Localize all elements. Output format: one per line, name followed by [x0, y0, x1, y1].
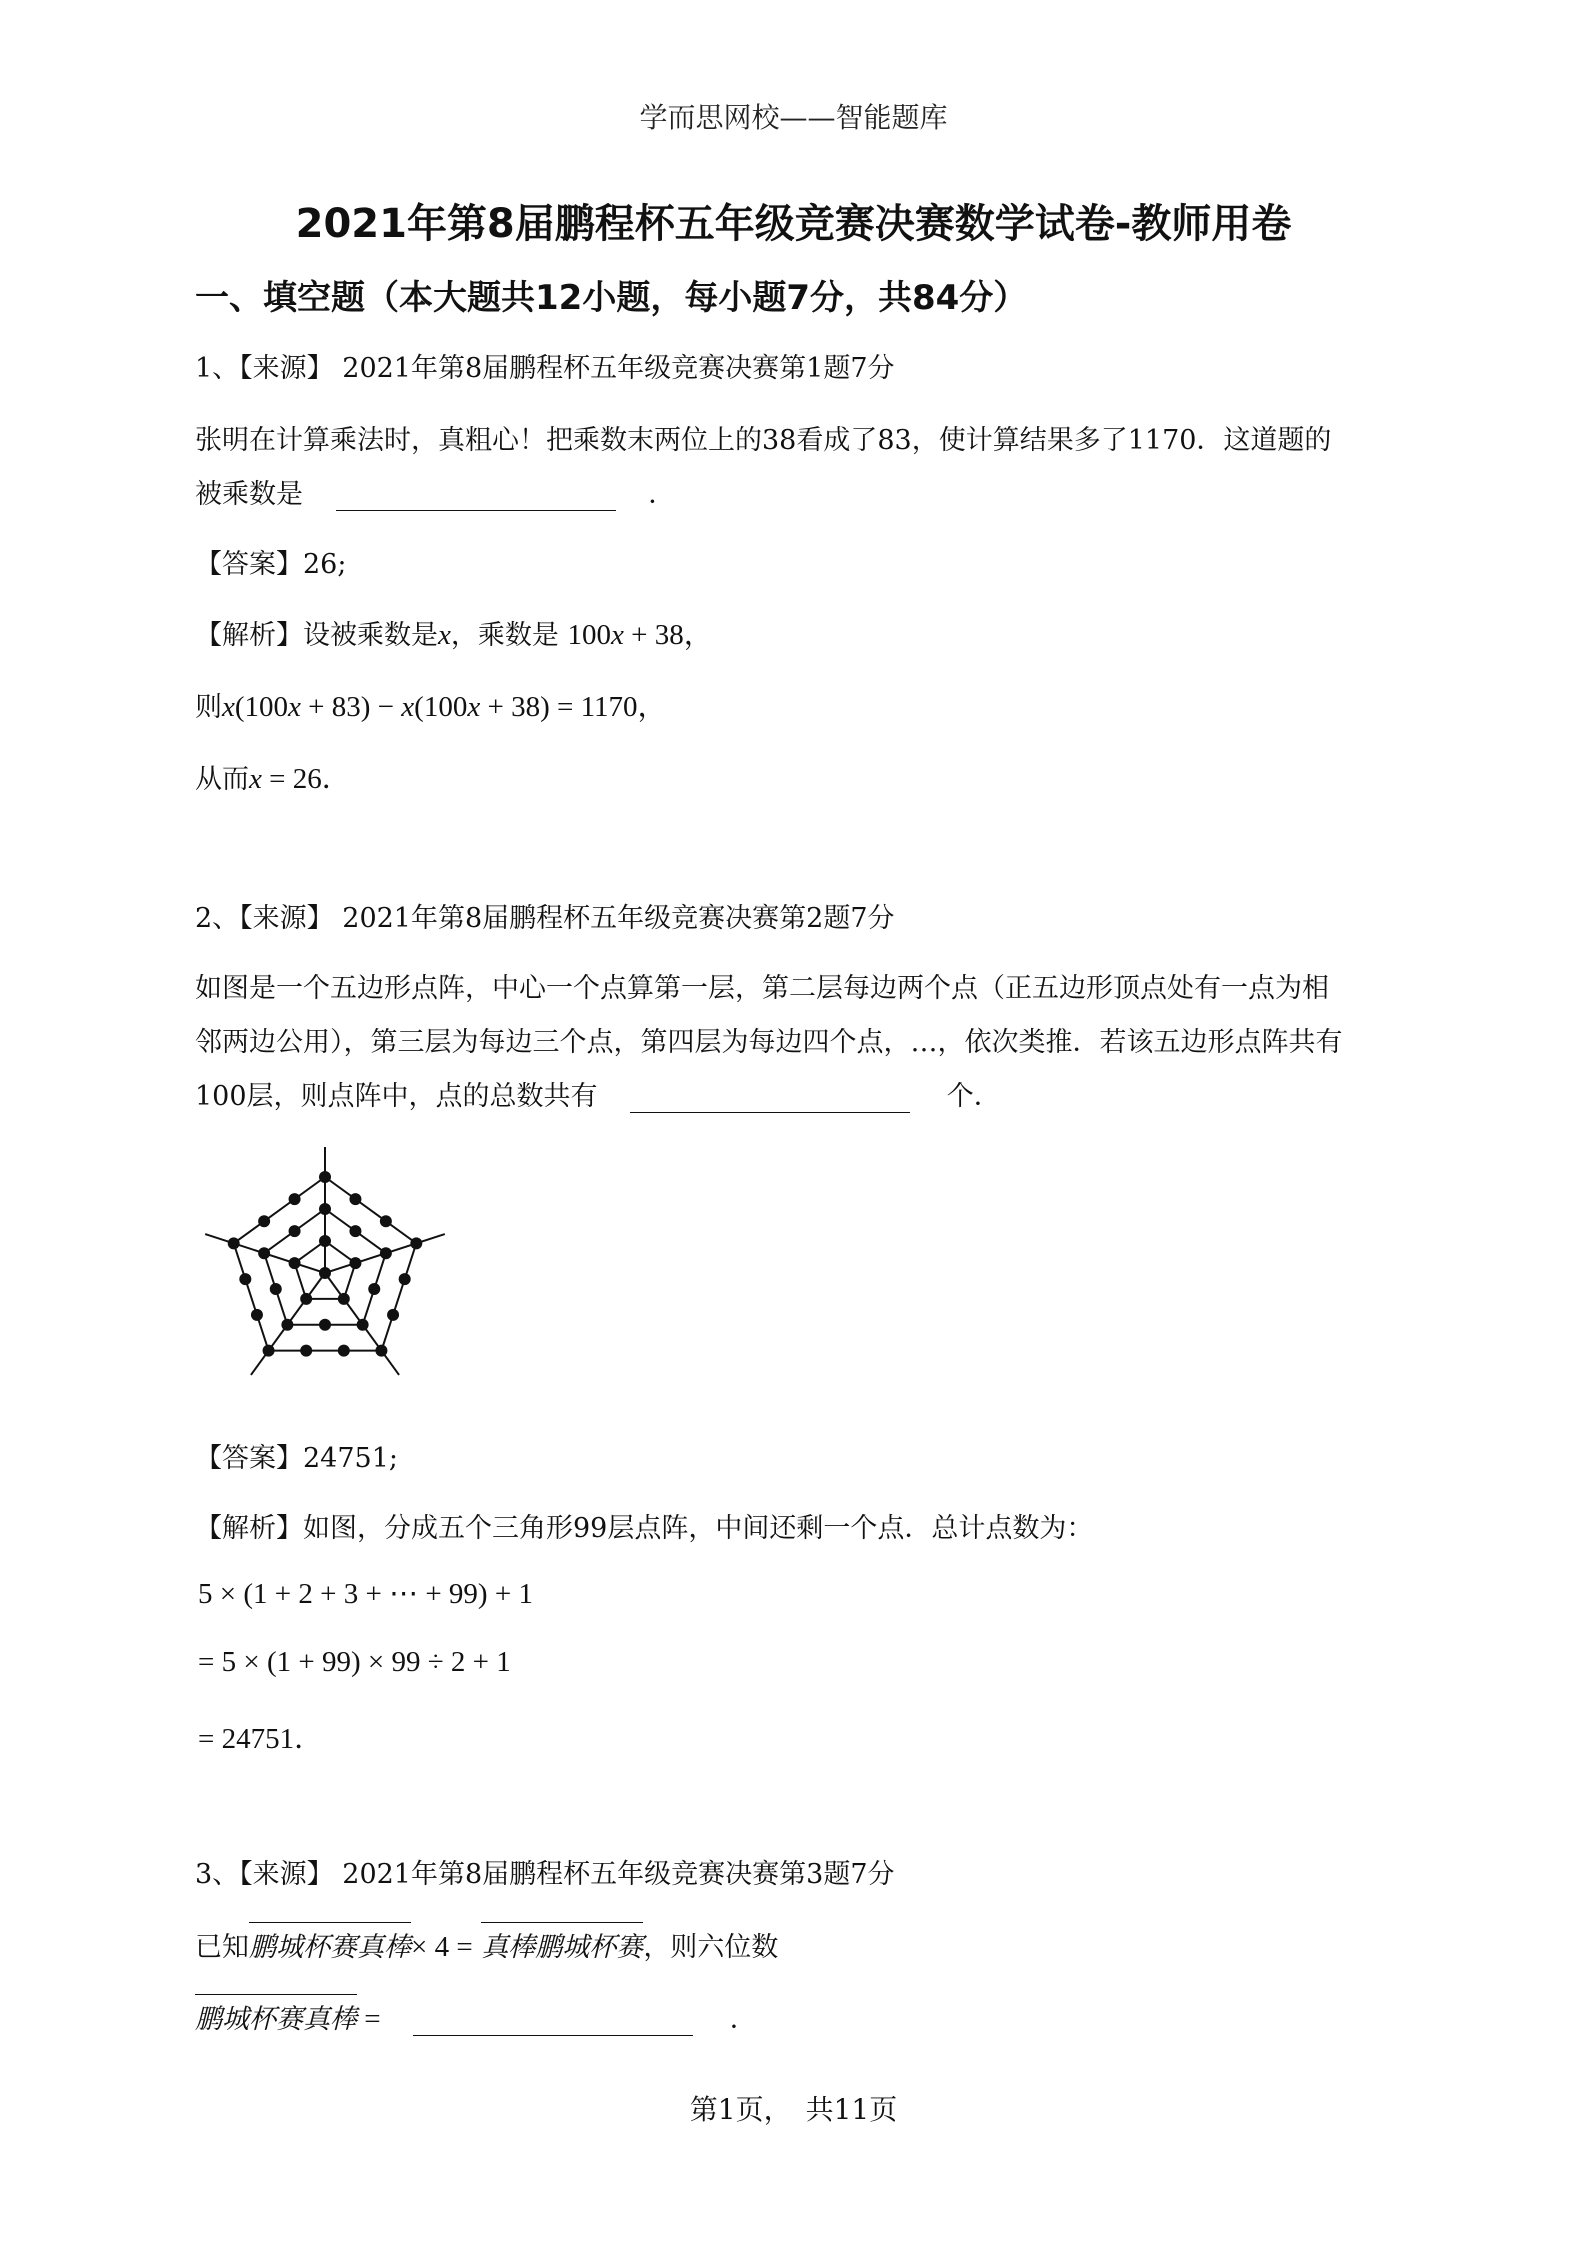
lattice-dot	[228, 1237, 240, 1249]
lattice-dot	[380, 1247, 392, 1259]
math-expr: × 4 =	[411, 1931, 473, 1963]
q2-calc-line2: = 5 × (1 + 99) × 99 ÷ 2 + 1	[198, 1646, 511, 1678]
q2-calc-line1: 5 × (1 + 2 + 3 + ⋯ + 99) + 1	[198, 1578, 533, 1610]
q2-analysis	[195, 1506, 1093, 1545]
math-expr: + 38，	[623, 619, 713, 651]
page-title: 2021年第8届鹏程杯五年级竞赛决赛数学试卷-教师用卷	[295, 201, 1292, 247]
lattice-dot	[357, 1319, 369, 1331]
lattice-dot	[399, 1273, 411, 1285]
pentagon-dot-lattice-figure	[195, 1143, 455, 1393]
q3-line2	[195, 1994, 757, 2036]
lattice-dot	[239, 1273, 251, 1285]
lattice-dot	[258, 1247, 270, 1259]
q1-text-line2-label: 被乘数是	[195, 479, 303, 510]
math-expr: + 38) = 1170，	[480, 691, 667, 723]
q1-text-line2	[195, 472, 675, 511]
lattice-dot	[281, 1319, 293, 1331]
lattice-ring-edge	[325, 1177, 416, 1243]
lattice-dot	[251, 1309, 263, 1321]
lattice-dot	[300, 1293, 312, 1305]
q2-text-line2: 邻两边公用），第三层为每边三个点，第四层为每边四个点，…，依次类推．若该五边形点阵共有	[195, 1027, 1343, 1058]
q2-end: 个．	[946, 1081, 1001, 1112]
lattice-dot	[319, 1171, 331, 1183]
q3-overline-number-2: 真棒鹏城杯赛	[481, 1922, 643, 1964]
lattice-dot	[300, 1345, 312, 1357]
lattice-dot	[387, 1309, 399, 1321]
lattice-dot	[319, 1319, 331, 1331]
lattice-ring-edge	[234, 1243, 269, 1350]
q3-overline-number-3: 鹏城杯赛真棒	[195, 1994, 357, 2036]
page-header: 学而思网校——智能题库	[639, 101, 948, 134]
lattice-dot	[263, 1345, 275, 1357]
math-expr: (100	[234, 691, 289, 723]
q1-result	[195, 756, 351, 797]
var-x: x	[222, 691, 235, 723]
page-footer: 第1页， 共11页	[689, 2093, 898, 2126]
q2-text-line3	[195, 1074, 1001, 1113]
q1-result-prefix: 从而	[195, 764, 249, 795]
lattice-dot	[319, 1267, 331, 1279]
q1-equation	[195, 684, 667, 725]
q2-calc-line3: = 24751．	[198, 1723, 324, 1755]
lattice-dot	[375, 1345, 387, 1357]
var-x: x	[401, 691, 415, 723]
lattice-ring-edge	[381, 1243, 416, 1350]
var-x: x	[249, 763, 262, 795]
section-heading: 一、填空题（本大题共12小题，每小题7分，共84分）	[195, 278, 1028, 318]
q2-analysis-label: 【解析】	[195, 1513, 303, 1544]
q1-analysis-text: 设被乘数是	[303, 620, 438, 651]
q1-analysis-text: ，乘数是	[450, 620, 568, 651]
q1-text-line1: 张明在计算乘法时，真粗心！把乘数末两位上的38看成了83，使计算结果多了1170．这道题的	[195, 425, 1332, 456]
q3-source: 3、【来源】 2021年第8届鹏程杯五年级竞赛决赛第3题7分	[195, 1859, 895, 1890]
lattice-dot	[349, 1257, 361, 1269]
q1-answer-blank	[336, 479, 616, 511]
q1-answer-value: 26;	[303, 549, 347, 580]
lattice-dot	[289, 1257, 301, 1269]
lattice-dot	[380, 1215, 392, 1227]
math-expr: (100	[414, 691, 468, 723]
lattice-dot	[338, 1345, 350, 1357]
math-expr: + 83) −	[300, 691, 402, 723]
q2-text-line3-label: 100层，则点阵中，点的总数共有	[195, 1081, 598, 1112]
lattice-dot	[410, 1237, 422, 1249]
q2-text-line1: 如图是一个五边形点阵，中心一个点算第一层，第二层每边两个点（正五边形顶点处有一点为相	[195, 973, 1329, 1004]
q2-answer-blank	[630, 1081, 910, 1113]
var-x: x	[467, 691, 481, 723]
q2-analysis-text: 如图，分成五个三角形99层点阵，中间还剩一个点．总计点数为：	[303, 1513, 1094, 1544]
lattice-dot	[338, 1293, 350, 1305]
q3-answer-blank	[413, 2004, 693, 2036]
q3-prefix: 已知	[195, 1932, 249, 1963]
q1-answer-label: 【答案】	[195, 549, 303, 580]
q3-line1	[195, 1922, 778, 1964]
q1-source: 1、【来源】 2021年第8届鹏程杯五年级竞赛决赛第1题7分	[195, 353, 895, 384]
q3-end: ．	[729, 2004, 757, 2035]
q3-suffix: ，则六位数	[643, 1932, 779, 1963]
var-x: x	[288, 691, 301, 723]
lattice-dot	[349, 1225, 361, 1237]
q2-source: 2、【来源】 2021年第8届鹏程杯五年级竞赛决赛第2题7分	[195, 903, 895, 934]
lattice-dot	[258, 1215, 270, 1227]
lattice-dot	[319, 1203, 331, 1215]
q1-analysis-line1	[195, 612, 713, 653]
q1-eq-prefix: 则	[195, 692, 222, 723]
var-x: x	[438, 619, 451, 651]
lattice-dot	[270, 1283, 282, 1295]
math-expr: =	[357, 2003, 381, 2035]
math-number: 100	[567, 619, 611, 651]
q2-answer-label: 【答案】	[195, 1443, 303, 1474]
lattice-dot	[289, 1193, 301, 1205]
lattice-dot	[289, 1225, 301, 1237]
q3-overline-number-1: 鹏城杯赛真棒	[249, 1922, 411, 1964]
math-expr: = 26．	[261, 763, 351, 795]
q1-analysis-label: 【解析】	[195, 620, 303, 651]
var-x: x	[610, 619, 624, 651]
q2-answer-value: 24751;	[303, 1443, 398, 1474]
lattice-dot	[349, 1193, 361, 1205]
q2-answer	[195, 1436, 398, 1475]
q1-answer	[195, 542, 346, 581]
q1-end: ．	[648, 479, 676, 510]
lattice-dot	[319, 1235, 331, 1247]
lattice-dot	[368, 1283, 380, 1295]
lattice-ring-edge	[234, 1177, 325, 1243]
